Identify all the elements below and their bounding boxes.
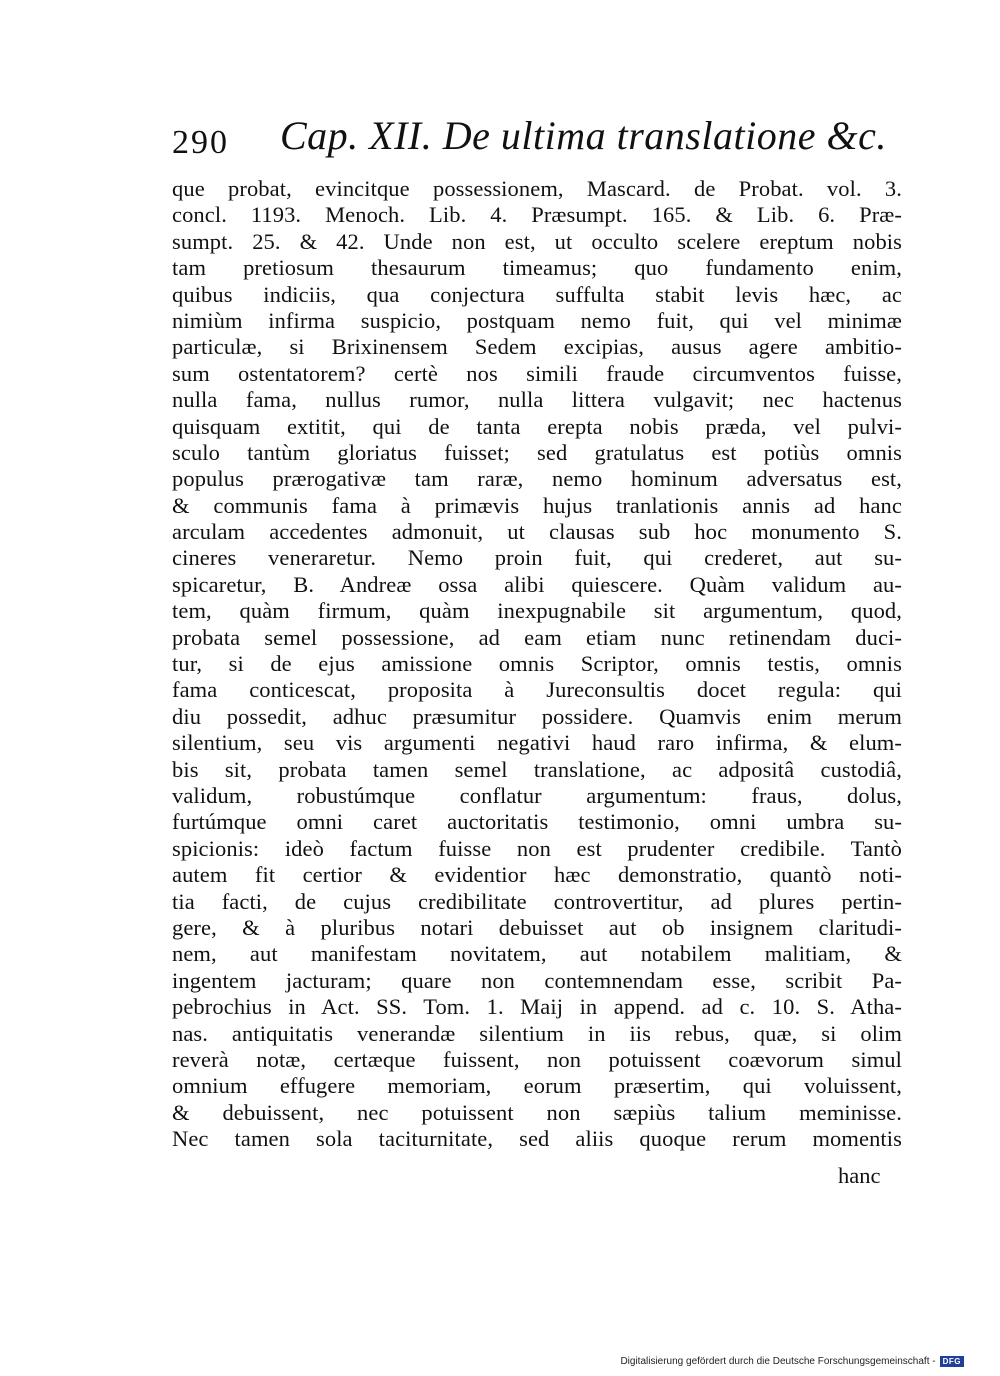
text-line: spicaretur, B. Andreæ ossa alibi quiescere. Quàm validum au- [172, 571, 902, 597]
text-line: Nec tamen sola taciturnitate, sed aliis quoque rerum momentis [172, 1126, 902, 1152]
text-line: nas. antiquitatis venerandæ silentium in iis rebus, quæ, si olim [172, 1020, 902, 1046]
body-text [172, 176, 902, 1152]
text-line: validum, robustúmque conflatur argumentum: fraus, dolus, [172, 782, 902, 808]
running-title: Cap. XII. De ultima translatione &c. [280, 113, 887, 158]
text-line: omnium effugere memoriam, eorum præsertim, qui voluissent, [172, 1073, 902, 1099]
text-line: & debuissent, nec potuissent non sæpiùs talium meminisse. [172, 1099, 902, 1125]
text-line: tam pretiosum thesaurum timeamus; quo fundamento enim, [172, 255, 902, 281]
text-line: que probat, evincitque possessionem, Mascard. de Probat. vol. 3. [172, 176, 902, 201]
text-line: bis sit, probata tamen semel translatione, ac adpositâ custodiâ, [172, 756, 902, 782]
page-header [172, 112, 902, 172]
text-line: reverà notæ, certæque fuissent, non potuissent coævorum simul [172, 1046, 902, 1072]
text-line: spicionis: ideò factum fuisse non est prudenter credibile. Tantò [172, 835, 902, 861]
text-line: nem, aut manifestam novitatem, aut notabilem malitiam, & [172, 941, 902, 967]
text-line: & communis fama à primævis hujus tranlationis annis ad hanc [172, 492, 902, 518]
text-line: furtúmque omni caret auctoritatis testimonio, omni umbra su- [172, 809, 902, 835]
text-line: probata semel possessione, ad eam etiam nunc retinendam duci- [172, 624, 902, 650]
dfg-logo: DFG [940, 1356, 964, 1367]
text-line: nimiùm infirma suspicio, postquam nemo fuit, qui vel minimæ [172, 307, 902, 333]
text-line: silentium, seu vis argumenti negativi haud raro infirma, & elum- [172, 730, 902, 756]
digitization-credit [620, 1356, 964, 1367]
text-line: ingentem jacturam; quare non contemnendam esse, scribit Pa- [172, 967, 902, 993]
text-line: sculo tantùm gloriatus fuisset; sed gratulatus est potiùs omnis [172, 439, 902, 465]
text-line: arculam accedentes admonuit, ut clausas sub hoc monumento S. [172, 519, 902, 545]
text-line: pebrochius in Act. SS. Tom. 1. Maij in append. ad c. 10. S. Atha- [172, 994, 902, 1020]
text-line: nulla fama, nullus rumor, nulla littera vulgavit; nec hactenus [172, 387, 902, 413]
text-line: populus prærogativæ tam raræ, nemo hominum adversatus est, [172, 466, 902, 492]
text-line: autem fit certior & evidentior hæc demonstratio, quantò noti- [172, 862, 902, 888]
text-line: quisquam extitit, qui de tanta erepta nobis præda, vel pulvi- [172, 413, 902, 439]
text-line: particulæ, si Brixinensem Sedem excipias, ausus agere ambitio- [172, 334, 902, 360]
text-line: sum ostentatorem? certè nos simili fraude circumventos fuisse, [172, 360, 902, 386]
credit-text: Digitalisierung gefördert durch die Deutsche Forschungsgemeinschaft - [620, 1356, 936, 1368]
text-line: quibus indiciis, qua conjectura suffulta stabit levis hæc, ac [172, 281, 902, 307]
text-line: diu possedit, adhuc præsumitur possidere. Quamvis enim merum [172, 703, 902, 729]
text-line: concl. 1193. Menoch. Lib. 4. Præsumpt. 165. & Lib. 6. Præ- [172, 202, 902, 228]
catchword: hanc [838, 1163, 881, 1188]
text-line: tur, si de ejus amissione omnis Scriptor, omnis testis, omnis [172, 651, 902, 677]
text-line: tia facti, de cujus credibilitate controvertitur, ad plures pertin- [172, 888, 902, 914]
text-line: cineres veneraretur. Nemo proin fuit, qui crederet, aut su- [172, 545, 902, 571]
text-line: sumpt. 25. & 42. Unde non est, ut occulto scelere ereptum nobis [172, 228, 902, 254]
text-line: fama conticescat, proposita à Jureconsultis docet regula: qui [172, 677, 902, 703]
page-number: 290 [172, 124, 229, 161]
text-line: gere, & à pluribus notari debuisset aut ob insignem claritudi- [172, 914, 902, 940]
text-line: tem, quàm firmum, quàm inexpugnabile sit argumentum, quod, [172, 598, 902, 624]
